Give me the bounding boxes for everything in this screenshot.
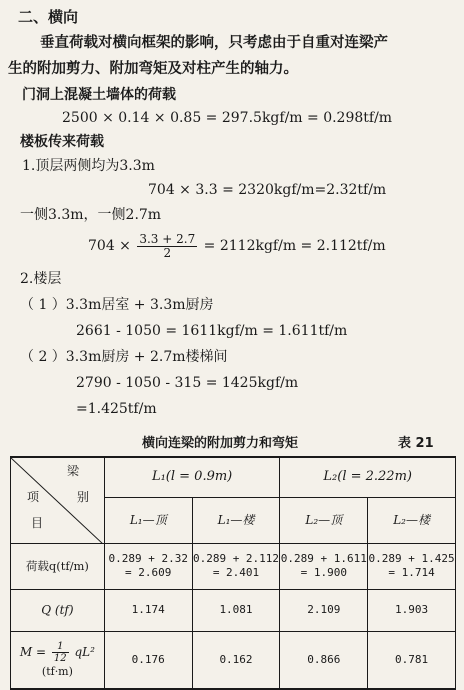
table-cell: 0.866 (280, 631, 368, 689)
item1-side-note: 一侧3.3m，一侧2.7m (20, 207, 162, 223)
corner-bottom-label: 目 (31, 516, 44, 530)
door-heading: 门洞上混凝土墙体的荷载 (22, 87, 176, 103)
item1-heading: 1.顶层两侧均为3.3m (22, 158, 155, 174)
slab-heading: 楼板传来荷载 (20, 134, 104, 150)
sub2-result: =1.425tf/m (76, 401, 157, 417)
table-caption: 横向连梁的附加剪力和弯矩 (142, 436, 299, 451)
item1-fraction-calc (88, 232, 386, 260)
table-cell: 0.289 + 1.611 = 1.900 (280, 543, 368, 589)
col-header: L₁—顶 (104, 497, 192, 543)
table-number: 表 21 (398, 436, 434, 451)
table-cell: 0.781 (368, 631, 456, 689)
row-label (11, 631, 105, 689)
col-header: L₂—顶 (280, 497, 368, 543)
table-caption-row (0, 432, 464, 452)
group-header-l2: L₂(l = 2.22m) (280, 457, 456, 497)
fraction-numerator: 3.3 + 2.7 (139, 231, 196, 246)
table-cell: 0.289 + 1.425 = 1.714 (368, 543, 456, 589)
table-cell: 1.174 (104, 589, 192, 631)
fraction-denominator: 2 (163, 245, 172, 260)
col-header: L₂—楼 (368, 497, 456, 543)
sub2-calculation: 2790 - 1050 - 315 = 1425kgf/m (76, 375, 299, 391)
section-heading: 二、横向 (18, 8, 79, 26)
intro-line-1: 垂直荷载对横向框架的影响，只考虑由于自重对连梁产 (40, 34, 388, 51)
fraction-prefix: 704 × (88, 238, 131, 254)
moment-fraction-denominator: 12 (53, 652, 67, 664)
moment-unit: (tf·m) (41, 664, 73, 678)
table-row (11, 589, 456, 631)
moment-fraction (52, 641, 69, 664)
sub1-heading: （ 1 ）3.3m居室 + 3.3m厨房 (20, 297, 214, 313)
sub1-calculation: 2661 - 1050 = 1611kgf/m = 1.611tf/m (76, 323, 348, 339)
row-label: Q (tf) (11, 589, 105, 631)
data-table (10, 456, 456, 690)
table-cell: 0.289 + 2.112 = 2.401 (192, 543, 280, 589)
table-cell: 1.081 (192, 589, 280, 631)
table-cell: 2.109 (280, 589, 368, 631)
sub2-heading: （ 2 ）3.3m厨房 + 2.7m楼梯间 (20, 349, 228, 365)
table-cell: 0.176 (104, 631, 192, 689)
table-row (11, 543, 456, 589)
group-header-l1: L₁(l = 0.9m) (104, 457, 280, 497)
table-cell: 0.289 + 2.32 = 2.609 (104, 543, 192, 589)
corner-diagonal (11, 458, 103, 544)
table-row (11, 631, 456, 689)
fraction (137, 233, 197, 260)
intro-line-2: 生的附加剪力、附加弯矩及对柱产生的轴力。 (8, 60, 298, 77)
item1-calculation: 704 × 3.3 = 2320kgf/m=2.32tf/m (148, 182, 387, 198)
row-label: 荷载q(tf/m) (11, 543, 105, 589)
fraction-suffix: = 2112kgf/m = 2.112tf/m (203, 238, 386, 254)
moment-label-prefix: M = (19, 644, 50, 659)
item2-heading: 2.楼层 (20, 271, 62, 287)
moment-fraction-numerator: 1 (52, 641, 69, 653)
corner-top-label: 梁 (67, 464, 80, 478)
col-header: L₁—楼 (192, 497, 280, 543)
corner-mid-right-label: 别 (77, 490, 90, 504)
table-cell: 0.162 (192, 631, 280, 689)
corner-mid-left-label: 项 (27, 490, 40, 504)
moment-label-suffix: qL² (70, 644, 95, 659)
table-corner-header (11, 457, 105, 543)
table-cell: 1.903 (368, 589, 456, 631)
door-calculation: 2500 × 0.14 × 0.85 = 297.5kgf/m = 0.298tf/m (62, 110, 393, 126)
